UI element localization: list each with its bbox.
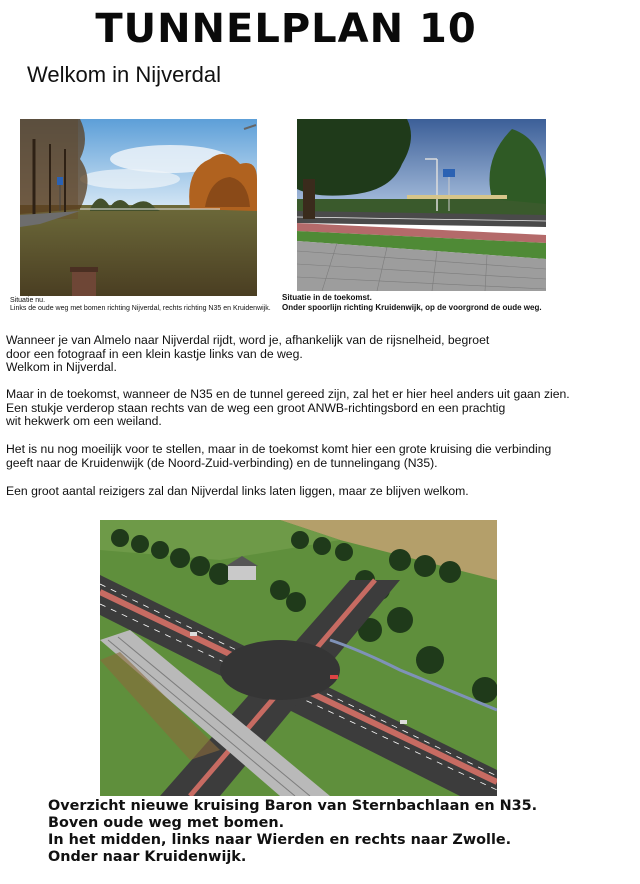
overview-caption-line: Onder naar Kruidenwijk. (48, 849, 247, 865)
page-subtitle: Welkom in Nijverdal (27, 62, 221, 87)
paragraph-4 (6, 485, 636, 499)
paragraph-line: Welkom in Nijverdal. (6, 360, 117, 374)
paragraph-2 (6, 388, 636, 429)
photo-current-caption-line1: Situatie nu. (10, 297, 46, 304)
paragraph-line: wit hekwerk om een weiland. (6, 414, 162, 428)
overview-caption (48, 798, 537, 866)
paragraph-line: Een groot aantal reizigers zal dan Nijverdal links laten liggen, maar ze blijven welkom. (6, 484, 469, 498)
overview-intersection-image (100, 520, 497, 796)
paragraph-line: geeft naar de Kruidenwijk (de Noord-Zuid-verbinding) en de tunnelingang (N35). (6, 455, 438, 470)
paragraph-line: Een stukje verderop staan rechts van de weg een groot ANWB-richtingsbord en een prachtig (6, 400, 506, 415)
photo-current-situation (20, 119, 257, 296)
paragraph-line: Het is nu nog moeilijk voor te stellen, maar in de toekomst komt hier een grote kruising die verbinding (6, 442, 552, 456)
photo-future-situation (297, 119, 546, 291)
paragraph-line: door een fotograaf in een klein kastje links van de weg. (6, 346, 303, 361)
overview-caption-line: In het midden, links naar Wierden en rechts naar Zwolle. (48, 832, 512, 848)
photo-future-caption-line1: Situatie in de toekomst. (282, 293, 372, 302)
page-title: TUNNELPLAN 10 (95, 6, 477, 52)
photo-future-caption-line2: Onder spoorlijn richting Kruidenwijk, op de voorgrond de oude weg. (282, 303, 542, 312)
paragraph-line: Maar in de toekomst, wanneer de N35 en de tunnel gereed zijn, zal het er hier heel anders uit gaan zien. (6, 387, 570, 401)
photo-current-caption-line2: Links de oude weg met bomen richting Nijverdal, rechts richting N35 en Kruidenwijk. (10, 305, 271, 312)
overview-caption-line: Overzicht nieuwe kruising Baron van Sternbachlaan en N35. (48, 798, 538, 814)
photo-future-caption (282, 293, 612, 313)
paragraph-1 (6, 334, 636, 375)
paragraph-3 (6, 443, 636, 470)
overview-caption-line: Boven oude weg met bomen. (48, 815, 285, 831)
photo-current-caption (10, 297, 280, 313)
paragraph-line: Wanneer je van Almelo naar Nijverdal rijdt, word je, afhankelijk van de rijsnelheid, begroet (6, 333, 490, 347)
